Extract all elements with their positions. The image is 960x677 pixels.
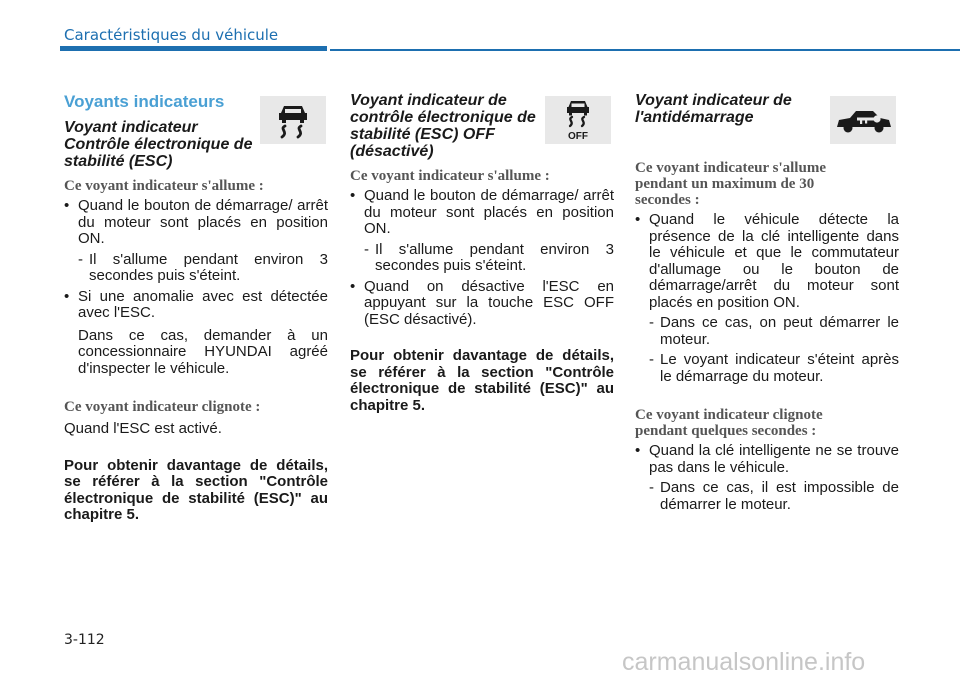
esc-off-subtitle: Voyant indicateur de contrôle électronique de stabilité (ESC) OFF (désactivé): [350, 92, 536, 160]
watermark: carmanualsonline.info: [622, 648, 866, 676]
immobilizer-bullet-no-key: • Quand la clé intelligente ne se trouve pas dans le véhicule.: [635, 443, 899, 476]
esc-blink-text: Quand l'ESC est activé.: [64, 420, 222, 437]
esc-off-reference: Pour obtenir davantage de détails, se référer à la section "Contrôle électronique de stabilité (ESC)" au chapitre 5.: [350, 347, 614, 414]
immobilizer-dash-cannot-start: - Dans ce cas, il est impossible de démarrer le moteur.: [635, 480, 899, 513]
esc-off-bullet-ignition: • Quand le bouton de démarrage/ arrêt du moteur sont placés en position ON.: [350, 188, 614, 238]
esc-blink-heading: Ce voyant indicateur clignote :: [64, 399, 261, 415]
header-rule: [330, 49, 960, 51]
esc-reference: Pour obtenir davantage de détails, se référer à la section "Contrôle électronique de stabilité (ESC)" au chapitre 5.: [64, 456, 328, 523]
esc-off-bullet-button: • Quand on désactive l'ESC en appuyant sur la touche ESC OFF (ESC désactivé).: [350, 279, 614, 329]
column-esc: [64, 92, 328, 524]
immobilizer-blink-heading: Ce voyant indicateur clignote pendant quelques secondes :: [635, 407, 823, 439]
header-rule-accent: [60, 46, 327, 51]
column-immobilizer: [635, 92, 899, 517]
esc-bullet-malfunction: • Si une anomalie avec est détectée avec l'ESC.: [64, 289, 328, 322]
esc-off-icon: [545, 96, 611, 144]
esc-dealer-note: Dans ce cas, demander à un concessionnaire HYUNDAI agréé d'inspecter le véhicule.: [78, 326, 328, 377]
esc-dash-3sec: - Il s'allume pendant environ 3 secondes puis s'éteint.: [64, 252, 328, 285]
immobilizer-bullet-key-detected: • Quand le véhicule détecte la présence de la clé intelligente dans le véhicule et que le commutateur d'allumage ou le bouton de démarrage/arrêt du moteur sont placés en position ON.: [635, 212, 899, 311]
page-number: 3-112: [64, 632, 105, 648]
immobilizer-subtitle: Voyant indicateur de l'antidémarrage: [635, 92, 792, 126]
immobilizer-dash-can-start: - Dans ce cas, on peut démarrer le moteur.: [635, 315, 899, 348]
esc-bullet-ignition: • Quand le bouton de démarrage/ arrêt du moteur sont placés en position ON.: [64, 198, 328, 248]
chapter-title: Caractéristiques du véhicule: [64, 26, 279, 44]
immobilizer-dash-light-off: - Le voyant indicateur s'éteint après le démarrage du moteur.: [635, 352, 899, 385]
immobilizer-car-key-icon: [830, 96, 896, 144]
immobilizer-on-heading: Ce voyant indicateur s'allume pendant un maximum de 30 secondes :: [635, 160, 826, 208]
esc-subtitle: Voyant indicateur Contrôle électronique de stabilité (ESC): [64, 119, 253, 170]
esc-off-dash-3sec: - Il s'allume pendant environ 3 secondes puis s'éteint.: [350, 242, 614, 275]
esc-skid-car-icon: [260, 96, 326, 144]
esc-on-heading: Ce voyant indicateur s'allume :: [64, 178, 264, 194]
esc-off-icon-label: OFF: [568, 131, 588, 142]
section-title: Voyants indicateurs: [64, 92, 225, 111]
esc-off-on-heading: Ce voyant indicateur s'allume :: [350, 168, 550, 184]
